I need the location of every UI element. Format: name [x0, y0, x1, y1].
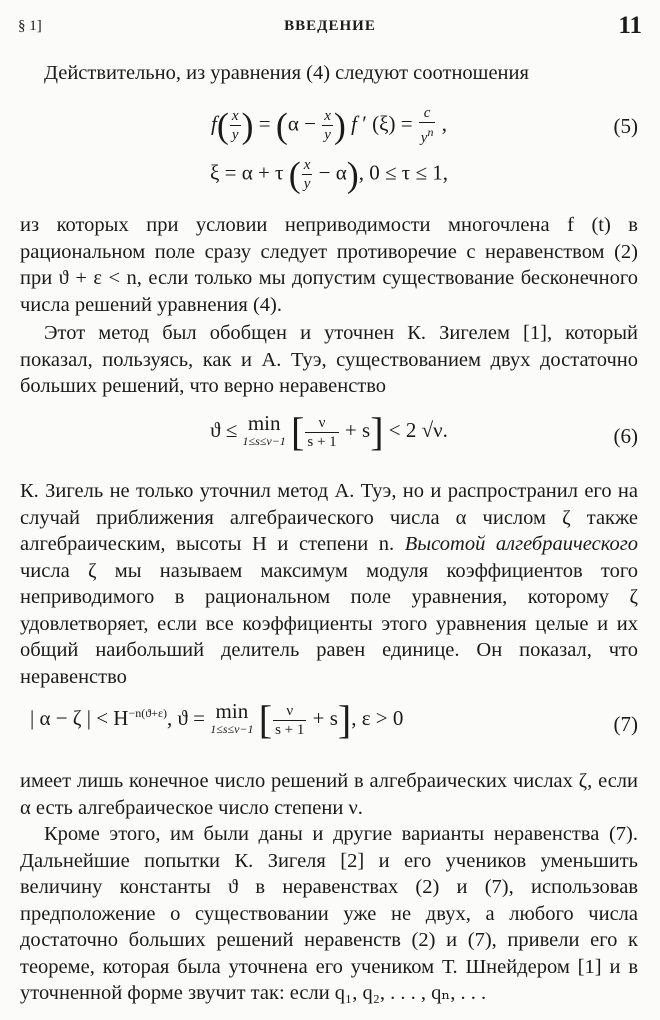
equation-6-min: min	[247, 411, 281, 435]
paragraph-2-text: из которых при условии неприводимости многочлена f (t) в рациональном поле сразу следует противоречие с неравенством (2) при ϑ + ε < n, если только мы допустим существование бесконечного числа решений уравнения (4).	[20, 214, 638, 316]
equation-6-rhs: < 2 √ν.	[388, 417, 448, 442]
equation-7-number: (7)	[613, 712, 638, 736]
equation-6-body: ϑ ≤ min 1≤s≤ν−1 [ $\frac{\nu}{s + 1}$ + s] < 2 √ν.	[210, 409, 448, 454]
paragraph-4-part-a: К. Зигель не только уточнил метод А. Туэ, но и распространил его на случай приближения алгебраического числа α числом ζ также алгебраическим, высоты H и степени n.	[20, 480, 638, 555]
paragraph-4	[20, 478, 638, 690]
equation-5b-body: ξ = α + τ ( $\frac{x}{y}$ − α), 0 ≤ τ ≤ 1,	[209, 154, 449, 195]
equation-5b	[20, 152, 638, 204]
paragraph-5	[20, 768, 638, 1007]
equation-5a-body: f( $\frac{x}{y}$ ) = (α − $\frac{x}{y}$ ) f ′ (ξ) = $\frac{c}{y^n}$ ,	[211, 105, 447, 146]
equation-6-frac-num: ν	[305, 414, 338, 433]
equation-7-range: 1≤s≤ν−1	[210, 722, 254, 736]
equation-6-number: (6)	[613, 424, 638, 448]
equation-7-body: | α − ζ | < $H^{-n(ϑ+\varepsilon)}$, ϑ = min 1≤s≤ν−1 [ $\frac{\nu}{s + 1}$ + s], ε > 0	[30, 697, 404, 742]
equation-7-tail: , ε > 0	[351, 705, 404, 730]
equation-7-min: min	[215, 699, 249, 723]
running-header	[18, 12, 642, 42]
equation-5-number: (5)	[613, 114, 638, 138]
paragraph-6-text: Кроме этого, им были даны и другие варианты неравенства (7). Дальнейшие попытки К. Зигеля [2] и его учеников уменьшить величину константы ϑ в неравенствах (2) и (7), использовав предположение о существовании уже не двух, а любого числа достаточно больших решений неравенств (2) и (7), привели его к теореме, которая была уточнена его учеником Т. Шнейдером [1] и в уточненной форме звучит так: если q₁, q₂, . . . , qₙ, . . .	[20, 823, 638, 1004]
equation-5b-lhs: ξ = α + τ	[209, 160, 284, 185]
page-number: 11	[618, 12, 642, 39]
paragraph-2	[20, 212, 638, 400]
paragraph-4-definition: Высотой алгебраического	[404, 533, 639, 555]
paragraph-4-text	[20, 478, 638, 690]
equation-5b-condition: , 0 ≤ τ ≤ 1,	[358, 160, 449, 185]
equation-7-plus: + s	[312, 705, 338, 730]
equation-7-exponent: −n(ϑ+ε)	[128, 705, 167, 720]
equation-6-range: 1≤s≤ν−1	[242, 434, 286, 448]
equation-7	[20, 696, 638, 754]
equation-7-frac-num: ν	[273, 702, 306, 721]
equation-5a	[20, 98, 638, 148]
intro-text: Действительно, из уравнения (4) следуют соотношения	[44, 62, 529, 84]
equation-6	[20, 408, 638, 466]
paragraph-4-part-b: числа ζ мы называем максимум модуля коэффициентов того неприводимого в рациональном поле уравнения, которому ζ удовлетворяет, если все коэффициенты этого уравнения целые и их общий наибольший делитель равен единице. Он показал, что неравенство	[20, 559, 638, 688]
equation-7-frac-den: s + 1	[275, 721, 305, 738]
paragraph-intro	[20, 60, 638, 87]
section-marker: § 1]	[18, 18, 42, 34]
paragraph-3-text: Этот метод был обобщен и уточнен К. Зигелем [1], который показал, пользуясь, как и А. Туэ, существованием двух достаточно больших решений, что верно неравенство	[20, 322, 638, 397]
equation-7-lhs: | α − ζ | < H	[30, 705, 129, 730]
running-title: ВВЕДЕНИЕ	[284, 18, 376, 34]
equation-6-frac-den: s + 1	[307, 433, 337, 450]
equation-6-plus: + s	[344, 417, 371, 442]
equation-6-lhs: ϑ ≤	[210, 417, 238, 442]
paragraph-5-text: имеет лишь конечное число решений в алгебраических числах ζ, если α есть алгебраическое число степени ν.	[20, 770, 638, 819]
equation-7-mid: , ϑ =	[166, 705, 205, 730]
